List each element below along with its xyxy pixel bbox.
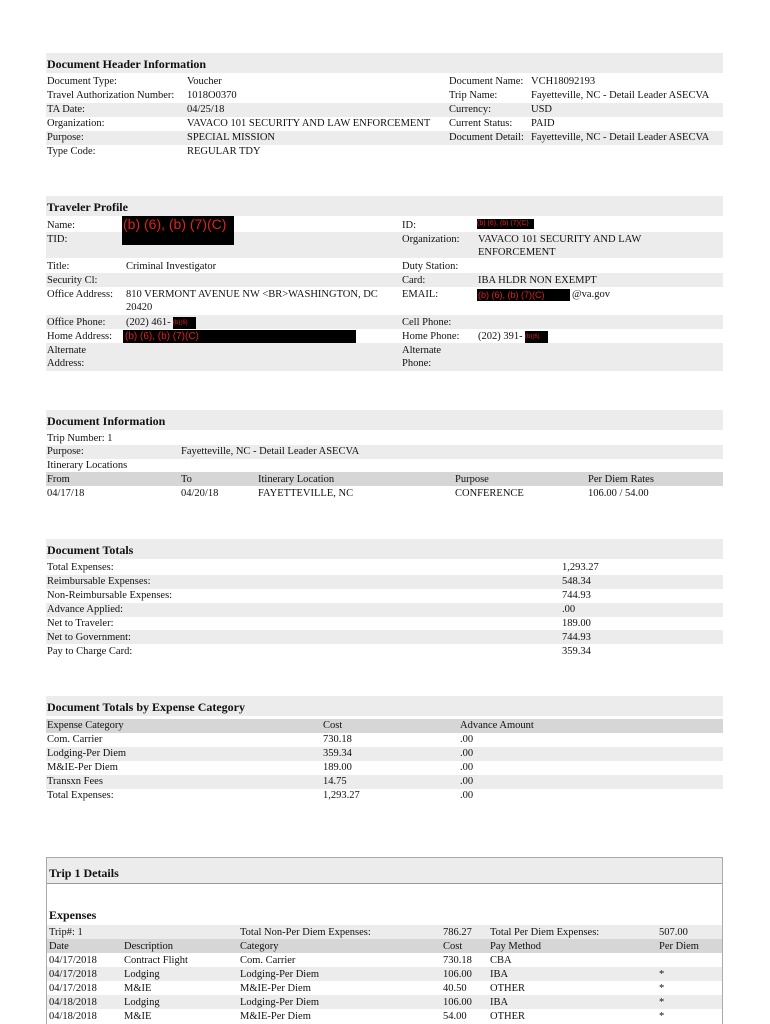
expense-col-header: Pay Method bbox=[490, 941, 542, 952]
bycat-row-band bbox=[46, 775, 723, 789]
traveler-value: 810 VERMONT AVENUE NW <BR>WASHINGTON, DC bbox=[126, 289, 378, 300]
expense-cell: 40.50 bbox=[443, 983, 467, 994]
bycat-header-band bbox=[46, 719, 723, 733]
traveler-row-band bbox=[46, 343, 723, 371]
header-label: Travel Authorization Number: bbox=[47, 90, 175, 101]
expense-cell: IBA bbox=[490, 997, 509, 1008]
trip-summary-band bbox=[47, 925, 722, 939]
traveler-band bbox=[46, 196, 723, 216]
expense-cell: OTHER bbox=[490, 1011, 525, 1022]
traveler-label: Home Address: bbox=[47, 331, 113, 342]
totals-label: Reimbursable Expenses: bbox=[47, 576, 151, 587]
traveler-value: VAVACO 101 SECURITY AND LAW bbox=[478, 234, 642, 245]
expense-cell: 730.18 bbox=[443, 955, 472, 966]
expense-cell: 04/17/2018 bbox=[49, 969, 97, 980]
totals-label: Total Expenses: bbox=[47, 562, 114, 573]
traveler-label: Cell Phone: bbox=[402, 317, 452, 328]
header-value: Fayetteville, NC - Detail Leader ASECVA bbox=[531, 132, 710, 143]
traveler-label: Alternate bbox=[402, 345, 442, 356]
header-label: Document Name: bbox=[449, 76, 524, 87]
docinfo-value: Fayetteville, NC - Detail Leader ASECVA bbox=[181, 446, 360, 457]
expense-cell: M&IE bbox=[124, 983, 152, 994]
non-per-diem-label: Total Non-Per Diem Expenses: bbox=[240, 927, 371, 938]
expense-cell: 106.00 bbox=[443, 997, 472, 1008]
header-label: Current Status: bbox=[449, 118, 513, 129]
traveler-label: Security Cl: bbox=[47, 275, 98, 286]
header-value: 1018O0370 bbox=[187, 90, 237, 101]
header-value: 04/25/18 bbox=[187, 104, 225, 115]
header-label: Document Type: bbox=[47, 76, 117, 87]
expense-cell: 04/18/2018 bbox=[49, 997, 97, 1008]
header-label: Type Code: bbox=[47, 146, 96, 157]
traveler-value: (202) 461- bbox=[126, 317, 171, 328]
traveler-label: Office Phone: bbox=[47, 317, 106, 328]
itinerary-label: Itinerary Locations bbox=[47, 460, 128, 471]
header-label: Currency: bbox=[449, 104, 491, 115]
totals-value: .00 bbox=[562, 604, 576, 615]
bycat-cell: Lodging-Per Diem bbox=[47, 748, 127, 759]
totals-row-band bbox=[46, 603, 723, 617]
itinerary-cell: 106.00 / 54.00 bbox=[588, 488, 649, 499]
header-value: VCH18092193 bbox=[531, 76, 596, 87]
expense-cell: OTHER bbox=[490, 983, 525, 994]
redacted-name: (b) (6), (b) (7)(C) bbox=[122, 216, 234, 245]
totals-label: Pay to Charge Card: bbox=[47, 646, 133, 657]
section-title-traveler: Traveler Profile bbox=[47, 200, 128, 214]
bycat-cell: .00 bbox=[460, 734, 474, 745]
expense-cell: M&IE-Per Diem bbox=[240, 1011, 311, 1022]
traveler-value: ENFORCEMENT bbox=[478, 247, 556, 258]
per-diem-value: 507.00 bbox=[659, 927, 688, 938]
docinfo-label: Purpose: bbox=[47, 446, 84, 457]
bycat-cell: M&IE-Per Diem bbox=[47, 762, 118, 773]
docinfo-row-band bbox=[46, 445, 723, 459]
expenses-title: Expenses bbox=[49, 908, 97, 922]
header-label: TA Date: bbox=[47, 104, 85, 115]
expense-cell: 04/17/2018 bbox=[49, 955, 97, 966]
bycat-col-header: Expense Category bbox=[47, 720, 124, 731]
trip-number-label: Trip#: 1 bbox=[49, 927, 83, 938]
totals-value: 189.00 bbox=[562, 618, 591, 629]
traveler-label: ID: bbox=[402, 220, 416, 231]
traveler-value: IBA HLDR NON EXEMPT bbox=[478, 275, 597, 286]
expense-col-header: Description bbox=[124, 941, 173, 952]
traveler-label: Title: bbox=[47, 261, 70, 272]
section-title-header: Document Header Information bbox=[47, 57, 207, 71]
totals-label: Net to Government: bbox=[47, 632, 131, 643]
redacted-home-address: (b) (6), (b) (7)(C) bbox=[123, 330, 356, 343]
itinerary-cell: 04/17/18 bbox=[47, 488, 85, 499]
expense-cell: 04/18/2018 bbox=[49, 1011, 97, 1022]
expense-cell: Lodging bbox=[124, 997, 160, 1008]
itinerary-col-header: Per Diem Rates bbox=[588, 474, 654, 485]
expense-cell: * bbox=[659, 997, 665, 1008]
totals-value: 744.93 bbox=[562, 632, 591, 643]
traveler-value: @va.gov bbox=[572, 289, 610, 300]
expense-cell: * bbox=[659, 1011, 665, 1022]
traveler-value: 20420 bbox=[126, 302, 153, 313]
bycat-cell: 189.00 bbox=[323, 762, 352, 773]
traveler-label: Alternate bbox=[47, 345, 87, 356]
itinerary-col-header: From bbox=[47, 474, 70, 485]
totals-label: Net to Traveler: bbox=[47, 618, 114, 629]
expense-cell: M&IE-Per Diem bbox=[240, 983, 311, 994]
header-label: Trip Name: bbox=[449, 90, 498, 101]
header-value: VAVACO 101 SECURITY AND LAW ENFORCEMENT bbox=[187, 118, 431, 129]
section-title-trip: Trip 1 Details bbox=[49, 866, 119, 880]
section-title-docinfo: Document Information bbox=[47, 414, 166, 428]
itinerary-cell: FAYETTEVILLE, NC bbox=[258, 488, 354, 499]
traveler-label: Organization: bbox=[402, 234, 460, 245]
bycat-cell: 1,293.27 bbox=[323, 790, 360, 801]
traveler-label: Name: bbox=[47, 220, 75, 231]
per-diem-label: Total Per Diem Expenses: bbox=[490, 927, 600, 938]
traveler-label: Card: bbox=[402, 275, 426, 286]
header-value: USD bbox=[531, 104, 553, 115]
header-row-band bbox=[46, 103, 723, 117]
section-title-totals: Document Totals bbox=[47, 543, 134, 557]
trip-number: Trip Number: 1 bbox=[47, 433, 113, 444]
traveler-label: TID: bbox=[47, 234, 68, 245]
totals-label: Non-Reimbursable Expenses: bbox=[47, 590, 173, 601]
bycat-cell: .00 bbox=[460, 790, 474, 801]
itinerary-cell: 04/20/18 bbox=[181, 488, 219, 499]
totals-value: 359.34 bbox=[562, 646, 591, 657]
header-label: Document Detail: bbox=[449, 132, 524, 143]
expense-cell: CBA bbox=[490, 955, 512, 966]
header-label: Organization: bbox=[47, 118, 105, 129]
totals-band bbox=[46, 539, 723, 559]
expense-cell: M&IE bbox=[124, 1011, 152, 1022]
expense-col-header: Cost bbox=[443, 941, 463, 952]
expense-cell: Lodging bbox=[124, 969, 160, 980]
section-title-bycat: Document Totals by Expense Category bbox=[47, 700, 246, 714]
expense-cell: 54.00 bbox=[443, 1011, 467, 1022]
redacted-id: (b) (6), (b) (7)(C) bbox=[477, 219, 534, 229]
expense-col-header: Per Diem bbox=[659, 941, 699, 952]
itinerary-col-header: Itinerary Location bbox=[258, 474, 335, 485]
trip-title-band bbox=[47, 858, 722, 883]
bycat-col-header: Cost bbox=[323, 720, 343, 731]
header-value: SPECIAL MISSION bbox=[187, 132, 275, 143]
header-value: PAID bbox=[531, 118, 555, 129]
expense-cell: IBA bbox=[490, 969, 509, 980]
expense-cell: 106.00 bbox=[443, 969, 472, 980]
traveler-label: Home Phone: bbox=[402, 331, 460, 342]
header-value: REGULAR TDY bbox=[187, 146, 261, 157]
expense-col-header: Date bbox=[49, 941, 69, 952]
redacted-office-phone: (b)(6) bbox=[173, 317, 196, 329]
expense-cell: * bbox=[659, 983, 665, 994]
bycat-cell: .00 bbox=[460, 748, 474, 759]
traveler-label: Phone: bbox=[402, 358, 432, 369]
bycat-cell: 730.18 bbox=[323, 734, 352, 745]
bycat-col-header: Advance Amount bbox=[460, 720, 534, 731]
header-label: Purpose: bbox=[47, 132, 84, 143]
bycat-cell: 14.75 bbox=[323, 776, 347, 787]
traveler-row-band bbox=[46, 273, 723, 287]
traveler-value: (202) 391- bbox=[478, 331, 523, 342]
traveler-label: Address: bbox=[47, 358, 85, 369]
traveler-value: Criminal Investigator bbox=[126, 261, 217, 272]
itinerary-cell: CONFERENCE bbox=[455, 488, 524, 499]
bycat-cell: Total Expenses: bbox=[47, 790, 114, 801]
itinerary-col-header: Purpose bbox=[455, 474, 489, 485]
traveler-label: EMAIL: bbox=[402, 289, 439, 300]
non-per-diem-value: 786.27 bbox=[443, 927, 472, 938]
expense-cell: Lodging-Per Diem bbox=[240, 969, 320, 980]
trip-title-divider bbox=[47, 883, 722, 884]
bycat-cell: 359.34 bbox=[323, 748, 352, 759]
header-value: Voucher bbox=[187, 76, 222, 87]
traveler-label: Office Address: bbox=[47, 289, 113, 300]
bycat-cell: .00 bbox=[460, 762, 474, 773]
header-value: Fayetteville, NC - Detail Leader ASECVA bbox=[531, 90, 710, 101]
expense-cell: Com. Carrier bbox=[240, 955, 296, 966]
redacted-home-phone: (b)(6) bbox=[525, 331, 548, 343]
expense-cell: Contract Flight bbox=[124, 955, 188, 966]
expense-cell: * bbox=[659, 969, 665, 980]
totals-value: 744.93 bbox=[562, 590, 591, 601]
totals-row-band bbox=[46, 630, 723, 644]
totals-value: 548.34 bbox=[562, 576, 591, 587]
totals-value: 1,293.27 bbox=[562, 562, 599, 573]
expense-cell: Lodging-Per Diem bbox=[240, 997, 320, 1008]
redacted-email: (b) (6), (b) (7)(C) bbox=[477, 289, 570, 301]
expense-col-header: Category bbox=[240, 941, 279, 952]
expense-cell: 04/17/2018 bbox=[49, 983, 97, 994]
bycat-row-band bbox=[46, 747, 723, 761]
totals-label: Advance Applied: bbox=[47, 604, 124, 615]
bycat-cell: Com. Carrier bbox=[47, 734, 103, 745]
itinerary-col-header: To bbox=[181, 474, 192, 485]
traveler-label: Duty Station: bbox=[402, 261, 459, 272]
bycat-cell: .00 bbox=[460, 776, 474, 787]
bycat-cell: Transxn Fees bbox=[47, 776, 103, 787]
